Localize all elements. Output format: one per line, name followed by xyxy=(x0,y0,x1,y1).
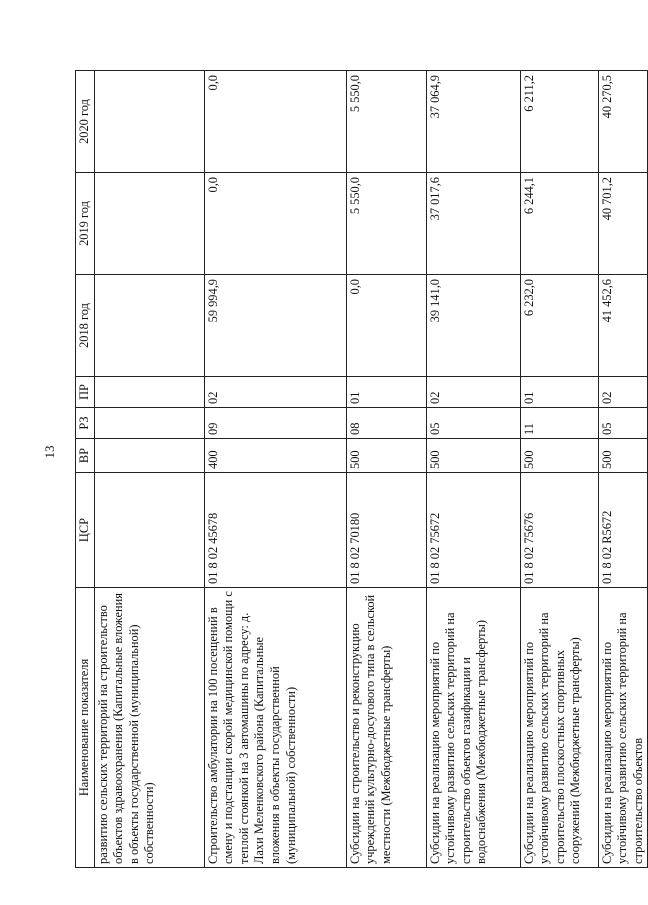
cell-rz: 05 xyxy=(598,408,648,439)
cell-name: Субсидии на реализацию мероприятий по устойчивому развитию сельских территорий на строительство плоскостных спортивных сооружений (Межбюджетные трансферты) xyxy=(520,588,598,868)
cell-2019: 6 244,1 xyxy=(520,173,598,275)
cell-vr: 500 xyxy=(520,439,598,473)
cell-2018 xyxy=(94,275,204,377)
cell-2018: 39 141,0 xyxy=(426,275,520,377)
cell-rz: 05 xyxy=(426,408,520,439)
cell-2020: 40 270,5 xyxy=(598,71,648,173)
cell-pr: 01 xyxy=(520,377,598,408)
page-number: 13 xyxy=(42,445,57,459)
header-2020: 2020 год xyxy=(76,71,95,173)
cell-2019: 37 017,6 xyxy=(426,173,520,275)
cell-csr: 01 8 02 75676 xyxy=(520,473,598,588)
cell-vr: 500 xyxy=(426,439,520,473)
cell-2019 xyxy=(94,173,204,275)
cell-pr: 01 xyxy=(346,377,426,408)
header-pr: ПР xyxy=(76,377,95,408)
table-header-row xyxy=(76,71,95,868)
cell-2019: 0,0 xyxy=(204,173,346,275)
table-row xyxy=(204,71,346,868)
cell-2020: 5 550,0 xyxy=(346,71,426,173)
table-row xyxy=(520,71,598,868)
table-row xyxy=(94,71,204,868)
cell-name: Строительство амбулатории на 100 посещений в смену и подстанции скорой медицинской помощи с теплой стоянкой на 3 автомашины по адресу: д. Лахи Меленковского района (Капитальные вложения в объекты государственной (муниципальной) собственности) xyxy=(204,588,346,868)
cell-name: Субсидии на строительство и реконструкцию учреждений культурно-досугового типа в сельской местности (Межбюджетные трансферты) xyxy=(346,588,426,868)
budget-table xyxy=(75,70,648,868)
cell-rz: 11 xyxy=(520,408,598,439)
cell-rz xyxy=(94,408,204,439)
header-vr: ВР xyxy=(76,439,95,473)
cell-vr: 500 xyxy=(346,439,426,473)
cell-vr: 500 xyxy=(598,439,648,473)
header-2019: 2019 год xyxy=(76,173,95,275)
cell-csr xyxy=(94,473,204,588)
table-row xyxy=(346,71,426,868)
cell-2020: 0,0 xyxy=(204,71,346,173)
cell-pr: 02 xyxy=(204,377,346,408)
cell-name: Субсидии на реализацию мероприятий по устойчивому развитию сельских территорий на строительство объектов газификации и водоснабжения (Межбюджетные трансферты) xyxy=(426,588,520,868)
cell-csr: 01 8 02 45678 xyxy=(204,473,346,588)
rotated-table-container xyxy=(75,70,648,868)
cell-2019: 5 550,0 xyxy=(346,173,426,275)
cell-2020: 6 211,2 xyxy=(520,71,598,173)
cell-vr: 400 xyxy=(204,439,346,473)
header-2018: 2018 год xyxy=(76,275,95,377)
cell-rz: 09 xyxy=(204,408,346,439)
cell-csr: 01 8 02 75672 xyxy=(426,473,520,588)
cell-2018: 41 452,6 xyxy=(598,275,648,377)
cell-2018: 59 994,9 xyxy=(204,275,346,377)
table-row xyxy=(598,71,648,868)
cell-name: развитию сельских территорий на строительство объектов здравоохранения (Капитальные вложения в объекты государственной (муниципальной) собственности) xyxy=(94,588,204,868)
cell-pr: 02 xyxy=(598,377,648,408)
header-name: Наименование показателя xyxy=(76,588,95,868)
header-csr: ЦСР xyxy=(76,473,95,588)
cell-2019: 40 701,2 xyxy=(598,173,648,275)
cell-2018: 6 232,0 xyxy=(520,275,598,377)
cell-rz: 08 xyxy=(346,408,426,439)
cell-csr: 01 8 02 R5672 xyxy=(598,473,648,588)
cell-pr: 02 xyxy=(426,377,520,408)
cell-pr xyxy=(94,377,204,408)
cell-2020 xyxy=(94,71,204,173)
cell-vr xyxy=(94,439,204,473)
cell-2018: 0,0 xyxy=(346,275,426,377)
header-rz: РЗ xyxy=(76,408,95,439)
cell-2020: 37 064,9 xyxy=(426,71,520,173)
table-row xyxy=(426,71,520,868)
cell-name: Субсидии на реализацию мероприятий по устойчивому развитию сельских территорий на строительство объектов xyxy=(598,588,648,868)
cell-csr: 01 8 02 70180 xyxy=(346,473,426,588)
